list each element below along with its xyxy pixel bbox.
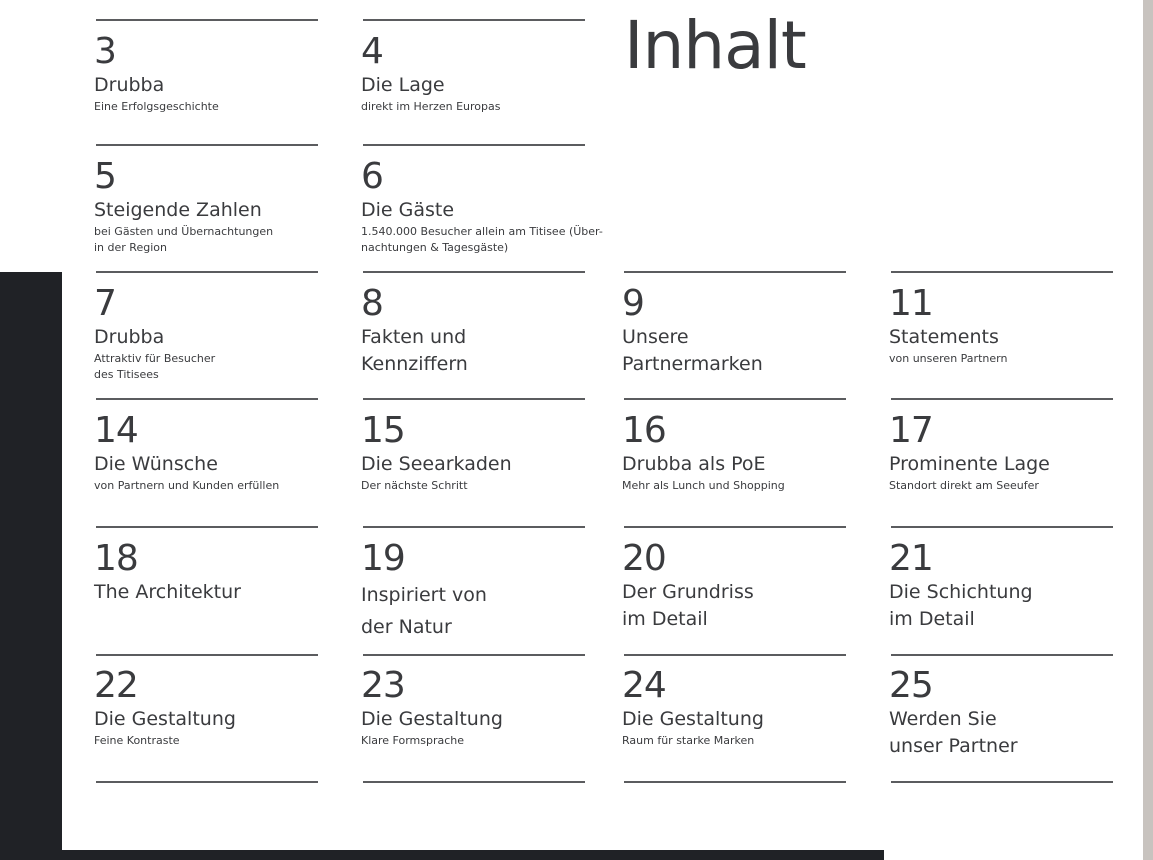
divider — [624, 526, 846, 528]
toc-entry[interactable] — [622, 411, 862, 494]
divider — [891, 271, 1113, 273]
entry-title: The Architektur — [94, 581, 241, 603]
page-number: 4 — [361, 31, 383, 72]
divider — [363, 271, 585, 273]
entry-title: Werden Sie unser Partner — [889, 708, 1018, 757]
page-number: 15 — [361, 410, 405, 451]
entry-title: Statements — [889, 326, 999, 348]
toc-entry[interactable] — [889, 284, 1129, 367]
toc-entry[interactable] — [361, 666, 601, 749]
divider — [891, 526, 1113, 528]
entry-title: Die Schichtung im Detail — [889, 581, 1033, 630]
entry-subtitle: 1.540.000 Besucher allein am Titisee (Über- nachtungen & Tagesgäste) — [361, 225, 603, 254]
entry-subtitle: Eine Erfolgsgeschichte — [94, 100, 219, 113]
divider — [363, 398, 585, 400]
toc-entry[interactable] — [889, 666, 1129, 760]
entry-title: Drubba als PoE — [622, 453, 766, 475]
divider — [363, 19, 585, 21]
divider — [363, 526, 585, 528]
page-number: 19 — [361, 538, 405, 579]
divider — [96, 398, 318, 400]
entry-title: Die Seearkaden — [361, 453, 512, 475]
divider — [96, 781, 318, 783]
page-number: 20 — [622, 538, 666, 579]
divider — [624, 654, 846, 656]
toc-entry[interactable] — [361, 157, 621, 256]
entry-title: Die Wünsche — [94, 453, 218, 475]
toc-entry[interactable] — [94, 666, 334, 749]
divider — [363, 654, 585, 656]
toc-entry[interactable] — [94, 157, 334, 256]
entry-subtitle: Raum für starke Marken — [622, 734, 755, 747]
page-number: 8 — [361, 283, 383, 324]
divider — [624, 398, 846, 400]
toc-entry[interactable] — [94, 32, 334, 115]
entry-subtitle: direkt im Herzen Europas — [361, 100, 501, 113]
dark-background-block — [0, 272, 62, 860]
page-number: 11 — [889, 283, 933, 324]
page-number: 23 — [361, 665, 405, 706]
right-edge-bar — [1143, 0, 1153, 860]
entry-title: Drubba — [94, 74, 165, 96]
entry-subtitle: Klare Formsprache — [361, 734, 465, 747]
page-number: 21 — [889, 538, 933, 579]
entry-title: Drubba — [94, 326, 165, 348]
toc-entry[interactable] — [889, 539, 1129, 633]
page-number: 24 — [622, 665, 666, 706]
entry-title: Prominente Lage — [889, 453, 1050, 475]
entry-title: Unsere Partnermarken — [622, 326, 763, 375]
toc-entry[interactable] — [361, 284, 601, 378]
entry-title: Die Lage — [361, 74, 445, 96]
page-number: 18 — [94, 538, 138, 579]
page-number: 5 — [94, 156, 116, 197]
entry-subtitle: Mehr als Lunch und Shopping — [622, 479, 785, 492]
divider — [891, 654, 1113, 656]
toc-entry[interactable] — [622, 539, 862, 633]
toc-entry[interactable] — [622, 284, 862, 378]
toc-entry[interactable] — [361, 539, 601, 643]
page-number: 16 — [622, 410, 666, 451]
entry-subtitle: Feine Kontraste — [94, 734, 180, 747]
entry-title: Die Gestaltung — [94, 708, 236, 730]
page-title: Inhalt — [624, 7, 806, 84]
entry-title: Inspiriert von der Natur — [361, 584, 487, 638]
entry-subtitle: Attraktiv für Besucher des Titisees — [94, 352, 216, 381]
page-number: 17 — [889, 410, 933, 451]
entry-title: Die Gestaltung — [361, 708, 503, 730]
entry-title: Die Gäste — [361, 199, 455, 221]
toc-entry[interactable] — [94, 284, 334, 383]
toc-entry[interactable] — [94, 411, 334, 494]
page-number: 14 — [94, 410, 138, 451]
divider — [363, 144, 585, 146]
toc-entry[interactable] — [94, 539, 334, 606]
divider — [96, 144, 318, 146]
divider — [96, 19, 318, 21]
entry-title: Die Gestaltung — [622, 708, 764, 730]
toc-entry[interactable] — [889, 411, 1129, 494]
toc-entry[interactable] — [361, 411, 601, 494]
toc-entry[interactable] — [361, 32, 601, 115]
entry-subtitle: Standort direkt am Seeufer — [889, 479, 1039, 492]
entry-subtitle: von unseren Partnern — [889, 352, 1008, 365]
divider — [624, 781, 846, 783]
entry-subtitle: von Partnern und Kunden erfüllen — [94, 479, 280, 492]
dark-bottom-bar — [0, 850, 884, 860]
divider — [624, 271, 846, 273]
divider — [891, 398, 1113, 400]
entry-title: Der Grundriss im Detail — [622, 581, 754, 630]
entry-title: Steigende Zahlen — [94, 199, 262, 221]
divider — [363, 781, 585, 783]
page-number: 9 — [622, 283, 644, 324]
entry-title: Fakten und Kennziffern — [361, 326, 468, 375]
page-number: 7 — [94, 283, 116, 324]
toc-entry[interactable] — [622, 666, 862, 749]
page-number: 3 — [94, 31, 116, 72]
entry-subtitle: Der nächste Schritt — [361, 479, 468, 492]
page-number: 6 — [361, 156, 383, 197]
divider — [96, 654, 318, 656]
divider — [96, 271, 318, 273]
page-number: 22 — [94, 665, 138, 706]
entry-subtitle: bei Gästen und Übernachtungen in der Region — [94, 225, 274, 254]
divider — [891, 781, 1113, 783]
divider — [96, 526, 318, 528]
page-number: 25 — [889, 665, 933, 706]
